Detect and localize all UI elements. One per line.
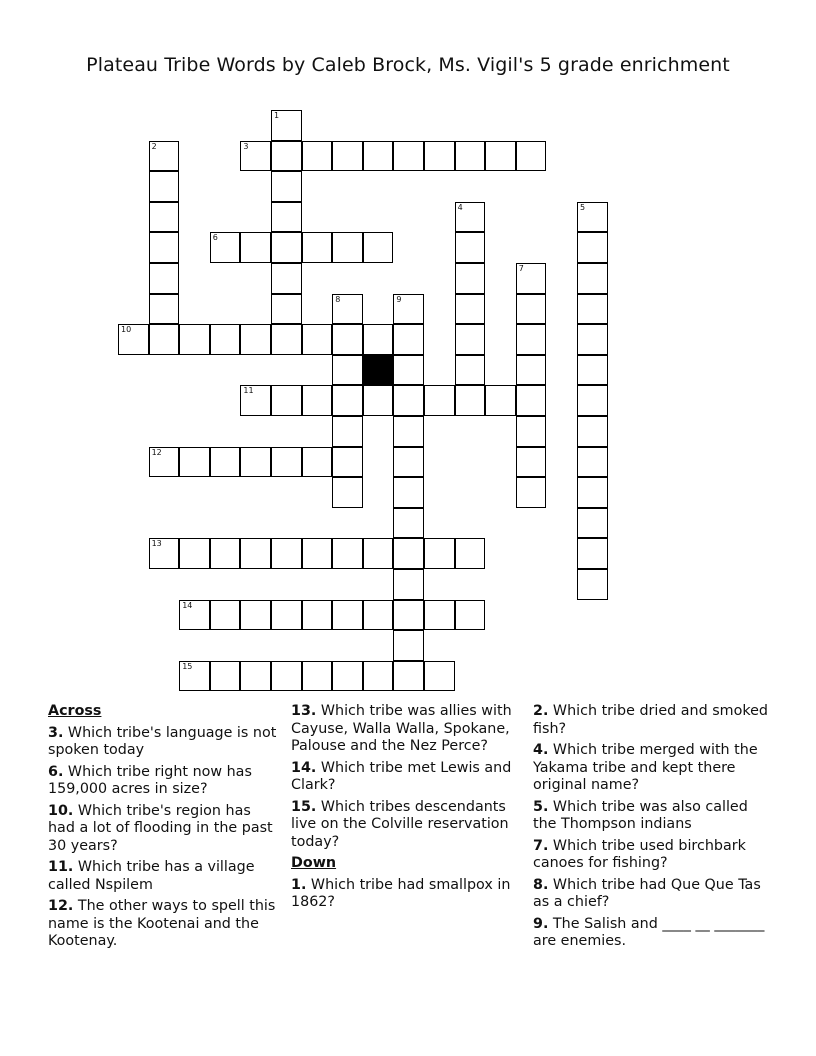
- grid-cell[interactable]: [210, 538, 241, 569]
- grid-cell[interactable]: [393, 447, 424, 478]
- grid-cell[interactable]: [271, 661, 302, 692]
- clue-number: 10: [121, 325, 132, 335]
- clue-number: 9: [396, 294, 402, 304]
- across-clue-list: [48, 725, 278, 951]
- grid-cell[interactable]: [302, 141, 333, 172]
- clue: [533, 799, 773, 834]
- grid-cell[interactable]: [332, 538, 363, 569]
- grid-cell[interactable]: [393, 538, 424, 569]
- grid-cell[interactable]: [577, 508, 608, 539]
- grid-cell[interactable]: [271, 141, 302, 172]
- clue-number-label: 7.: [533, 837, 549, 854]
- clue: [533, 742, 773, 795]
- clue-text: Which tribe's region has had a lot of flooding in the past 30 years?: [48, 802, 273, 854]
- clue-number: 4: [457, 202, 463, 212]
- grid-cell[interactable]: [577, 447, 608, 478]
- grid-cell[interactable]: [577, 385, 608, 416]
- grid-cell[interactable]: [240, 600, 271, 631]
- clue-number-label: 2.: [533, 703, 549, 719]
- grid-cell[interactable]: [577, 263, 608, 294]
- grid-cell[interactable]: [393, 416, 424, 447]
- grid-cell[interactable]: [424, 600, 455, 631]
- clue-number: 11: [243, 386, 254, 396]
- clue-number: 15: [182, 661, 193, 671]
- clue-number-label: 6.: [48, 763, 64, 780]
- grid-cell[interactable]: [332, 141, 363, 172]
- clue: [533, 838, 773, 873]
- grid-cell[interactable]: [393, 294, 424, 325]
- grid-cell[interactable]: [577, 569, 608, 600]
- clue-number-label: 12.: [48, 898, 74, 914]
- grid-cell[interactable]: [179, 600, 210, 631]
- grid-cell[interactable]: [363, 324, 394, 355]
- clue: [533, 703, 773, 738]
- grid-cell[interactable]: [516, 385, 547, 416]
- clue-number-label: 5.: [533, 798, 549, 815]
- clue-number: 13: [151, 539, 162, 549]
- puzzle-title: Plateau Tribe Words by Caleb Brock, Ms. Vigil's 5 grade enrichment: [86, 54, 730, 76]
- grid-cell[interactable]: [332, 600, 363, 631]
- clue-number: 1: [274, 111, 280, 120]
- grid-cell[interactable]: [516, 355, 547, 386]
- clue-number: 7: [518, 264, 524, 273]
- grid-cell[interactable]: [577, 202, 608, 233]
- grid-cell[interactable]: [332, 416, 363, 447]
- grid-cell[interactable]: [485, 141, 516, 172]
- grid-cell[interactable]: [393, 630, 424, 661]
- clue-number-label: 1.: [291, 876, 307, 893]
- down-heading: Down: [291, 855, 337, 871]
- clue-number-label: 3.: [48, 724, 64, 741]
- grid-cell[interactable]: [179, 661, 210, 692]
- grid-cell[interactable]: [455, 600, 486, 631]
- grid-cell[interactable]: [179, 324, 210, 355]
- clue-text: Which tribe dried and smoked fish?: [533, 703, 768, 737]
- clue-number-label: 11.: [48, 859, 74, 875]
- clue: [48, 764, 278, 799]
- clue: [48, 859, 278, 894]
- grid-cell[interactable]: [332, 385, 363, 416]
- clue: [291, 760, 521, 795]
- grid-cell[interactable]: [149, 141, 180, 172]
- grid-cell[interactable]: [455, 263, 486, 294]
- grid-cell[interactable]: [149, 294, 180, 325]
- clue: [48, 803, 278, 856]
- grid-cell[interactable]: [210, 232, 241, 263]
- grid-cell[interactable]: [240, 141, 271, 172]
- clue-text: Which tribe has a village called Nspilem: [48, 859, 255, 893]
- grid-cell[interactable]: [455, 538, 486, 569]
- grid-cell[interactable]: [240, 538, 271, 569]
- clue-number-label: 13.: [291, 703, 317, 719]
- grid-cell[interactable]: [302, 661, 333, 692]
- grid-cell[interactable]: [302, 600, 333, 631]
- grid-cell[interactable]: [363, 600, 394, 631]
- grid-cell[interactable]: [393, 355, 424, 386]
- grid-cell[interactable]: [210, 661, 241, 692]
- clue-number: 14: [182, 600, 193, 610]
- grid-cell[interactable]: [363, 538, 394, 569]
- grid-cell[interactable]: [485, 385, 516, 416]
- clue-text: Which tribe's language is not spoken today: [48, 724, 277, 758]
- grid-cell[interactable]: [149, 324, 180, 355]
- clue: [291, 799, 521, 852]
- grid-cell[interactable]: [516, 141, 547, 172]
- grid-cell[interactable]: [302, 385, 333, 416]
- grid-cell[interactable]: [179, 447, 210, 478]
- clue-text: Which tribe was also called the Thompson indians: [533, 798, 748, 832]
- grid-cell[interactable]: [455, 355, 486, 386]
- grid-cell[interactable]: [302, 447, 333, 478]
- grid-cell[interactable]: [424, 661, 455, 692]
- grid-cell[interactable]: [271, 202, 302, 233]
- clue-number-label: 10.: [48, 802, 74, 819]
- grid-cell[interactable]: [516, 263, 547, 294]
- grid-cell[interactable]: [516, 447, 547, 478]
- clue-number: 12: [151, 447, 162, 457]
- grid-cell[interactable]: [393, 600, 424, 631]
- clue-number-label: 15.: [291, 798, 317, 815]
- clue-text: Which tribe merged with the Yakama tribe and kept there original name?: [533, 742, 758, 793]
- grid-cell[interactable]: [240, 385, 271, 416]
- clue: [291, 703, 521, 756]
- clue-number-label: 9.: [533, 915, 549, 932]
- clues-column-3: [533, 703, 773, 955]
- grid-cell[interactable]: [149, 538, 180, 569]
- grid-cell[interactable]: [271, 600, 302, 631]
- clue-number: 8: [335, 294, 341, 304]
- clue-number: 5: [580, 202, 586, 212]
- across-clue-list-continued: [291, 703, 521, 851]
- grid-cell[interactable]: [271, 294, 302, 325]
- clue: [48, 898, 278, 951]
- clue-text: Which tribe had Que Que Tas as a chief?: [533, 876, 761, 910]
- grid-cell[interactable]: [577, 416, 608, 447]
- clues-column-2: [291, 703, 521, 916]
- clue-text: Which tribe right now has 159,000 acres in size?: [48, 763, 252, 797]
- grid-cell[interactable]: [271, 385, 302, 416]
- grid-cell[interactable]: [363, 232, 394, 263]
- grid-cell[interactable]: [271, 447, 302, 478]
- grid-cell[interactable]: [240, 661, 271, 692]
- grid-cell[interactable]: [424, 385, 455, 416]
- clue: [48, 725, 278, 760]
- grid-cell[interactable]: [179, 538, 210, 569]
- grid-cell[interactable]: [455, 232, 486, 263]
- grid-cell[interactable]: [118, 324, 149, 355]
- clue-text: Which tribes descendants live on the Colville reservation today?: [291, 798, 509, 850]
- grid-cell[interactable]: [577, 355, 608, 386]
- grid-cell[interactable]: [271, 232, 302, 263]
- grid-cell[interactable]: [455, 202, 486, 233]
- grid-cell[interactable]: [516, 477, 547, 508]
- grid-cell[interactable]: [240, 232, 271, 263]
- grid-cell[interactable]: [271, 110, 302, 141]
- grid-cell[interactable]: [577, 324, 608, 355]
- grid-cell[interactable]: [149, 171, 180, 202]
- clue-number: 6: [212, 233, 218, 243]
- grid-cell[interactable]: [149, 232, 180, 263]
- grid-cell[interactable]: [393, 385, 424, 416]
- grid-cell[interactable]: [332, 355, 363, 386]
- grid-cell[interactable]: [577, 294, 608, 325]
- grid-cell[interactable]: [271, 324, 302, 355]
- grid-cell[interactable]: [516, 416, 547, 447]
- clue-number-label: 4.: [533, 742, 549, 758]
- grid-cell[interactable]: [271, 171, 302, 202]
- clue-text: The Salish and ____ __ _______ are enemies.: [533, 915, 765, 949]
- clue-number-label: 8.: [533, 876, 549, 893]
- across-heading: Across: [48, 703, 102, 719]
- grid-cell[interactable]: [424, 538, 455, 569]
- clue-number: 3: [243, 141, 249, 151]
- grid-cell[interactable]: [332, 324, 363, 355]
- clue-text: Which tribe had smallpox in 1862?: [291, 876, 511, 910]
- clue-number-label: 14.: [291, 759, 317, 776]
- grid-cell[interactable]: [332, 447, 363, 478]
- grid-cell[interactable]: [240, 324, 271, 355]
- clue-number: 2: [151, 141, 157, 151]
- clues-column-1: [48, 703, 278, 955]
- grid-cell[interactable]: [393, 324, 424, 355]
- down-clue-list-continued: [533, 703, 773, 951]
- grid-cell[interactable]: [393, 508, 424, 539]
- clue-text: The other ways to spell this name is the Kootenai and the Kootenay.: [48, 898, 276, 949]
- grid-cell[interactable]: [302, 538, 333, 569]
- grid-cell[interactable]: [210, 600, 241, 631]
- clue-text: Which tribe met Lewis and Clark?: [291, 759, 512, 793]
- down-clue-list: [291, 877, 521, 912]
- grid-cell[interactable]: [149, 202, 180, 233]
- grid-cell[interactable]: [455, 324, 486, 355]
- grid-cell[interactable]: [332, 477, 363, 508]
- grid-cell[interactable]: [577, 477, 608, 508]
- grid-cell[interactable]: [577, 232, 608, 263]
- grid-cell[interactable]: [210, 324, 241, 355]
- grid-cell[interactable]: [455, 141, 486, 172]
- grid-cell[interactable]: [149, 263, 180, 294]
- grid-cell[interactable]: [332, 232, 363, 263]
- clue-text: Which tribe used birchbark canoes for fishing?: [533, 837, 746, 871]
- clue-text: Which tribe was allies with Cayuse, Walla Walla, Spokane, Palouse and the Nez Perce?: [291, 703, 512, 754]
- grid-cell[interactable]: [516, 324, 547, 355]
- grid-cell[interactable]: [424, 141, 455, 172]
- grid-cell[interactable]: [332, 294, 363, 325]
- grid-cell[interactable]: [393, 661, 424, 692]
- grid-cell[interactable]: [455, 385, 486, 416]
- grid-cell[interactable]: [455, 294, 486, 325]
- grid-cell[interactable]: [363, 141, 394, 172]
- clue: [533, 877, 773, 912]
- clue: [533, 916, 773, 951]
- grid-cell[interactable]: [302, 232, 333, 263]
- grid-cell[interactable]: [149, 447, 180, 478]
- black-cell: [363, 355, 394, 386]
- grid-cell[interactable]: [393, 569, 424, 600]
- grid-cell[interactable]: [271, 263, 302, 294]
- grid-cell[interactable]: [271, 538, 302, 569]
- grid-cell[interactable]: [210, 447, 241, 478]
- grid-cell[interactable]: [393, 141, 424, 172]
- grid-cell[interactable]: [332, 661, 363, 692]
- grid-cell[interactable]: [393, 477, 424, 508]
- grid-cell[interactable]: [363, 385, 394, 416]
- grid-cell[interactable]: [240, 447, 271, 478]
- grid-cell[interactable]: [302, 324, 333, 355]
- grid-cell[interactable]: [516, 294, 547, 325]
- clue: [291, 877, 521, 912]
- grid-cell[interactable]: [363, 661, 394, 692]
- grid-cell[interactable]: [577, 538, 608, 569]
